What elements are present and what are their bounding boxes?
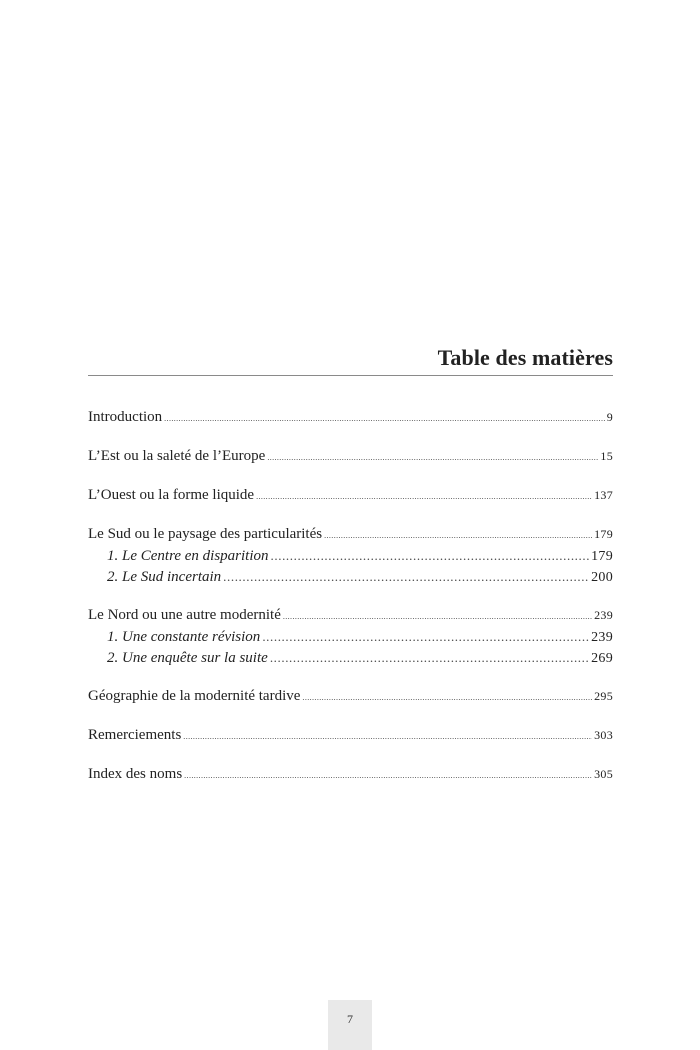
page-number-box — [328, 1000, 372, 1050]
toc-entry-title: Index des noms — [88, 766, 183, 782]
dot-leader — [184, 764, 592, 786]
toc-entry[interactable] — [88, 485, 613, 506]
toc-subentry-title: 1. Le Centre en disparition — [107, 548, 269, 564]
table-of-contents — [88, 407, 613, 803]
toc-subentry-page: 269 — [591, 651, 613, 666]
toc-entry-group — [88, 407, 613, 428]
toc-entry-title: L’Ouest ou la forme liquide — [88, 487, 255, 503]
toc-subentry-page: 200 — [591, 570, 613, 585]
toc-entry-group — [88, 485, 613, 506]
toc-entry-group — [88, 764, 613, 785]
dot-leader — [262, 626, 589, 648]
dot-leader — [271, 545, 590, 567]
title-divider — [88, 375, 613, 376]
dot-leader — [302, 686, 592, 708]
dot-leader — [283, 605, 592, 627]
toc-entry-page: 305 — [594, 767, 613, 781]
toc-entry-page: 295 — [594, 689, 613, 703]
toc-entry-group — [88, 605, 613, 668]
dot-leader — [267, 446, 598, 468]
dot-leader — [324, 524, 592, 546]
toc-entry-group — [88, 686, 613, 707]
toc-entry-group — [88, 524, 613, 587]
dot-leader — [223, 566, 589, 588]
dot-leader — [256, 485, 592, 507]
toc-entry-page: 239 — [594, 608, 613, 622]
toc-entry-group — [88, 446, 613, 467]
dot-leader — [183, 725, 592, 747]
toc-entry-title: L’Est ou la saleté de l’Europe — [88, 448, 266, 464]
toc-entry-page: 303 — [594, 728, 613, 742]
dot-leader — [164, 407, 605, 429]
toc-subentry[interactable] — [88, 545, 613, 566]
toc-subentry[interactable] — [88, 566, 613, 587]
toc-entry-title: Géographie de la modernité tardive — [88, 688, 301, 704]
toc-entry-title: Remerciements — [88, 727, 182, 743]
toc-entry-page: 179 — [594, 527, 613, 541]
toc-entry[interactable] — [88, 605, 613, 626]
toc-entry[interactable] — [88, 725, 613, 746]
toc-subentry-title: 2. Une enquête sur la suite — [107, 650, 268, 666]
toc-entry[interactable] — [88, 686, 613, 707]
toc-entry-page: 15 — [600, 449, 613, 463]
toc-entry[interactable] — [88, 407, 613, 428]
toc-entry-title: Le Nord ou une autre modernité — [88, 607, 281, 623]
toc-entry-title: Introduction — [88, 409, 163, 425]
toc-entry[interactable] — [88, 446, 613, 467]
toc-entry[interactable] — [88, 524, 613, 545]
dot-leader — [270, 647, 589, 669]
toc-entry-page: 9 — [606, 410, 613, 424]
toc-subentry[interactable] — [88, 626, 613, 647]
toc-subentry-title: 1. Une constante révision — [107, 629, 261, 645]
toc-subentry-title: 2. Le Sud incertain — [107, 569, 222, 585]
page-title: Table des matières — [437, 345, 613, 370]
toc-subentry[interactable] — [88, 647, 613, 668]
page-number: 7 — [347, 1012, 353, 1026]
toc-subentry-page: 179 — [591, 549, 613, 564]
toc-entry-page: 137 — [594, 488, 613, 502]
toc-subentry-page: 239 — [591, 630, 613, 645]
toc-entry[interactable] — [88, 764, 613, 785]
toc-entry-group — [88, 725, 613, 746]
toc-entry-title: Le Sud ou le paysage des particularités — [88, 526, 323, 542]
